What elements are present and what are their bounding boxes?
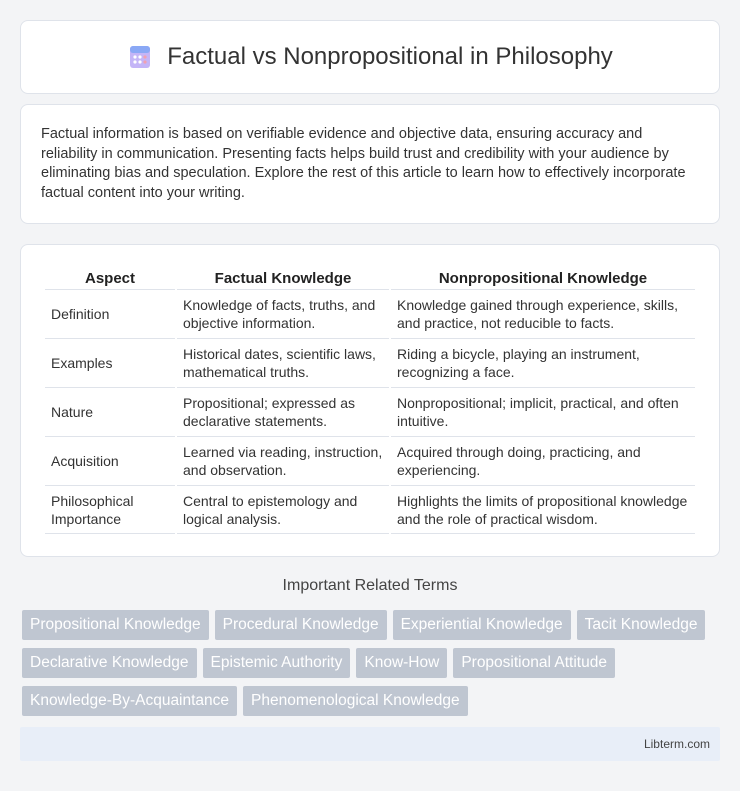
table-cell-factual: Learned via reading, instruction, and observation. [177, 436, 389, 485]
table-row [45, 338, 695, 387]
calculator-icon [127, 44, 153, 70]
column-header-aspect: Aspect [84, 269, 136, 287]
related-term-tag[interactable]: Propositional Knowledge [22, 610, 209, 640]
related-term-tag[interactable]: Epistemic Authority [203, 648, 351, 678]
table-cell-aspect: Definition [45, 289, 175, 338]
table-row [45, 485, 695, 534]
table-cell-aspect: Philosophical Importance [45, 485, 175, 534]
intro-card [20, 104, 720, 224]
table-row [45, 387, 695, 436]
table-cell-factual: Propositional; expressed as declarative statements. [177, 387, 389, 436]
related-term-tag[interactable]: Tacit Knowledge [577, 610, 706, 640]
table-cell-aspect: Examples [45, 338, 175, 387]
comparison-table [43, 265, 697, 534]
table-cell-nonpropositional: Highlights the limits of propositional knowledge and the role of practical wisdom. [391, 485, 695, 534]
related-term-tag[interactable]: Knowledge-By-Acquaintance [22, 686, 237, 716]
table-cell-factual: Historical dates, scientific laws, mathematical truths. [177, 338, 389, 387]
column-header-factual: Factual Knowledge [214, 269, 352, 287]
related-term-tag[interactable]: Know-How [356, 648, 447, 678]
table-cell-nonpropositional: Acquired through doing, practicing, and experiencing. [391, 436, 695, 485]
column-header-nonpropositional: Nonpropositional Knowledge [438, 269, 648, 287]
footer-site-link[interactable]: Libterm.com [643, 737, 710, 751]
table-header-row [45, 265, 695, 289]
table-row [45, 436, 695, 485]
table-cell-nonpropositional: Knowledge gained through experience, skills, and practice, not reducible to facts. [391, 289, 695, 338]
related-terms-title: Important Related Terms [282, 577, 458, 594]
header-card [20, 20, 720, 94]
related-term-tag[interactable]: Phenomenological Knowledge [243, 686, 468, 716]
related-term-tag[interactable]: Experiential Knowledge [393, 610, 571, 640]
table-row [45, 289, 695, 338]
comparison-table-card [20, 244, 720, 557]
table-cell-factual: Central to epistemology and logical analysis. [177, 485, 389, 534]
table-cell-aspect: Acquisition [45, 436, 175, 485]
related-term-tag[interactable]: Declarative Knowledge [22, 648, 197, 678]
table-cell-nonpropositional: Riding a bicycle, playing an instrument, recognizing a face. [391, 338, 695, 387]
table-cell-nonpropositional: Nonpropositional; implicit, practical, and often intuitive. [391, 387, 695, 436]
related-terms-list [22, 610, 722, 716]
title-wrap [127, 43, 613, 71]
intro-text: Factual information is based on verifiable evidence and objective data, ensuring accuracy and reliability in communication. Presenting facts helps build trust and credibility with your audience by eliminating bias and speculation. Explore the rest of this article to learn how to effectively incorporate factual content into your writing. [41, 126, 686, 201]
table-cell-aspect: Nature [45, 387, 175, 436]
related-term-tag[interactable]: Procedural Knowledge [215, 610, 387, 640]
table-cell-factual: Knowledge of facts, truths, and objective information. [177, 289, 389, 338]
page-title: Factual vs Nonpropositional in Philosophy [167, 43, 613, 70]
related-term-tag[interactable]: Propositional Attitude [453, 648, 615, 678]
footer [20, 727, 720, 761]
